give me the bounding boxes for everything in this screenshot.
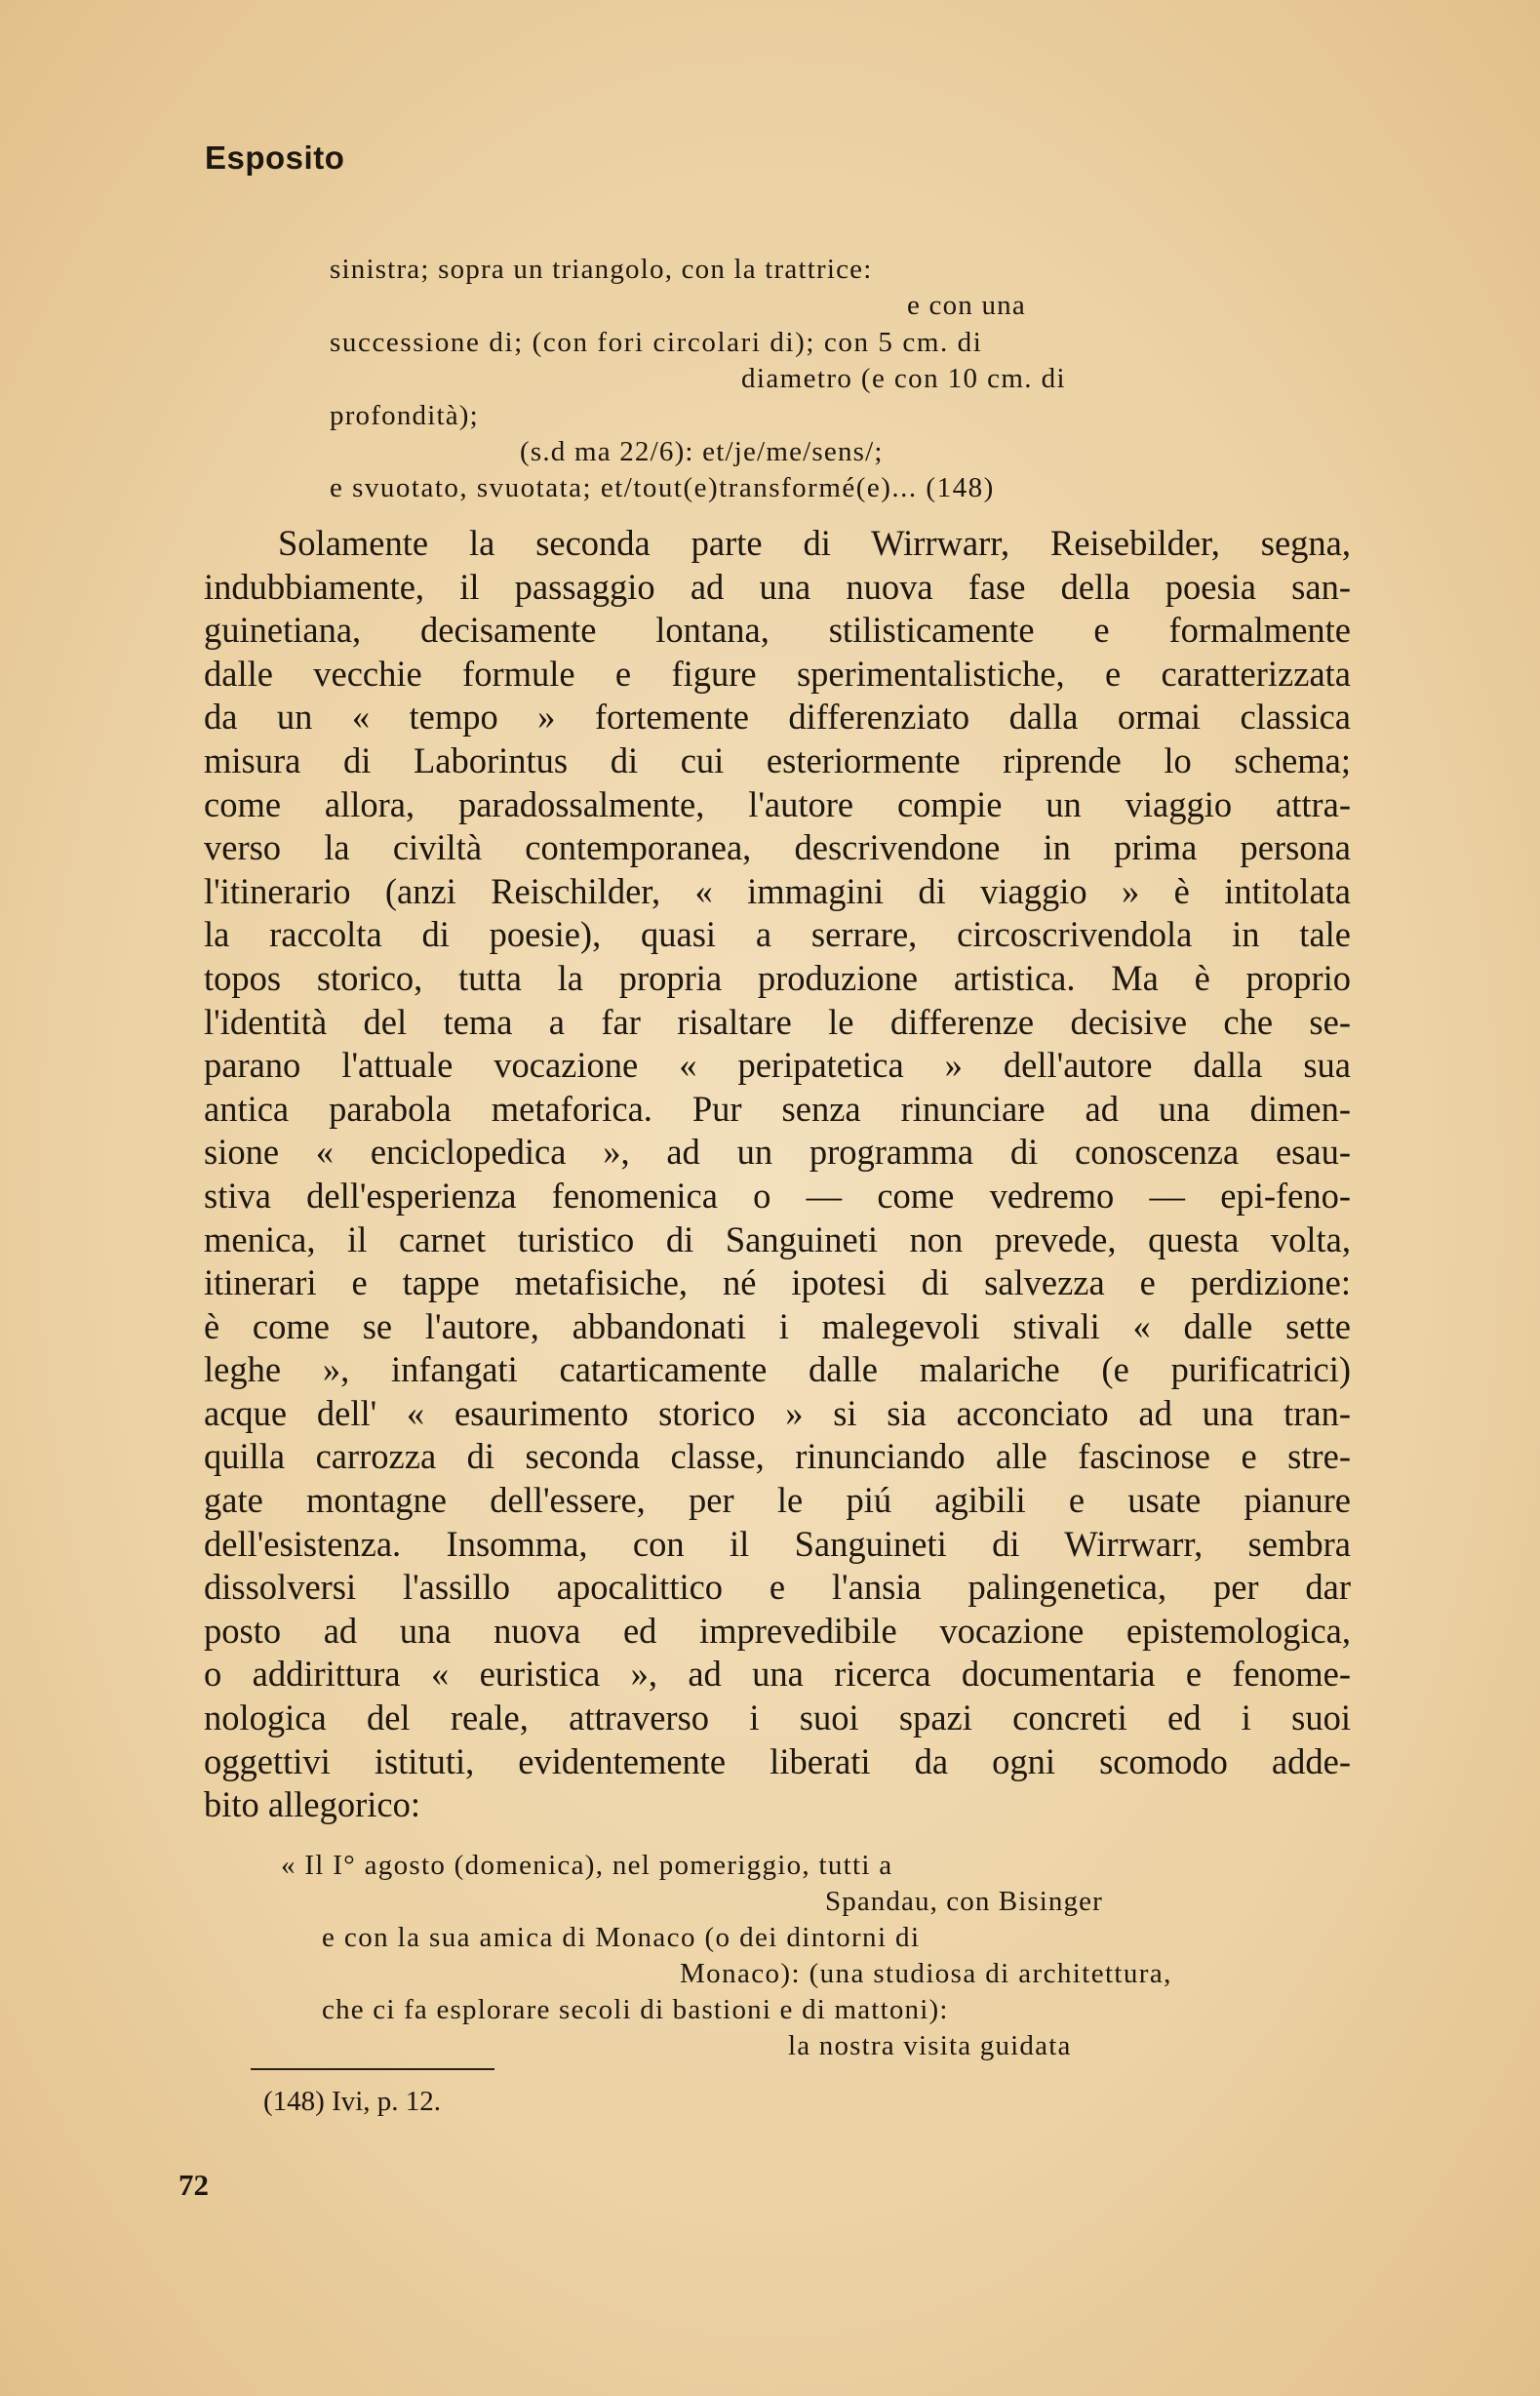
paragraph-line: verso la civiltà contemporanea, descrivendone in prima persona — [204, 827, 1351, 868]
poem-line: la nostra visita guidata — [788, 2030, 1072, 2061]
poem-line: e svuotato, svuotata; et/tout(e)transformé(e)... (148) — [330, 472, 995, 503]
running-header-author: Esposito — [205, 140, 345, 176]
poem-line: che ci fa esplorare secoli di bastioni e di mattoni): — [322, 1994, 949, 2025]
paragraph-line: parano l'attuale vocazione « peripatetica » dell'autore dalla sua — [204, 1045, 1351, 1086]
paragraph-line: gate montagne dell'essere, per le piú agibili e usate pianure — [204, 1480, 1351, 1521]
page-number: 72 — [178, 2168, 209, 2202]
main-paragraph — [204, 522, 1351, 1827]
paragraph-line: è come se l'autore, abbandonati i malegevoli stivali « dalle sette — [204, 1305, 1351, 1346]
paragraph-line: o addirittura « euristica », ad una ricerca documentaria e fenome- — [204, 1654, 1351, 1695]
paragraph-line: la raccolta di poesie), quasi a serrare, circoscrivendola in tale — [204, 914, 1351, 955]
poem-line: e con la sua amica di Monaco (o dei dintorni di — [322, 1922, 921, 1953]
paragraph-line: leghe », infangati catarticamente dalle malariche (e purificatrici) — [204, 1349, 1351, 1390]
poem-line: diametro (e con 10 cm. di — [741, 363, 1066, 394]
poem-line: successione di; (con fori circolari di); con 5 cm. di — [330, 327, 983, 358]
poem-line: « Il I° agosto (domenica), nel pomeriggio, tutti a — [281, 1850, 893, 1881]
poem-line: Spandau, con Bisinger — [825, 1886, 1103, 1917]
paragraph-line: dalle vecchie formule e figure sperimentalistiche, e caratterizzata — [204, 653, 1351, 694]
paragraph-line: nologica del reale, attraverso i suoi spazi concreti ed i suoi — [204, 1697, 1351, 1738]
paragraph-line: posto ad una nuova ed imprevedibile vocazione epistemologica, — [204, 1610, 1351, 1651]
paragraph-line: itinerari e tappe metafisiche, né ipotesi di salvezza e perdizione: — [204, 1262, 1351, 1303]
paragraph-line: sione « enciclopedica », ad un programma di conoscenza esau- — [204, 1132, 1351, 1173]
poem-line: (s.d ma 22/6): et/je/me/sens/; — [520, 436, 884, 467]
paragraph-line: antica parabola metaforica. Pur senza rinunciare ad una dimen- — [204, 1088, 1351, 1129]
paragraph-line: da un « tempo » fortemente differenziato dalla ormai classica — [204, 697, 1351, 738]
paragraph-line: menica, il carnet turistico di Sanguineti non prevede, questa volta, — [204, 1218, 1351, 1259]
paragraph-line: l'identità del tema a far risaltare le differenze decisive che se- — [204, 1001, 1351, 1042]
footnote: (148) Ivi, p. 12. — [263, 2086, 442, 2117]
paragraph-line: dissolversi l'assillo apocalittico e l'ansia palingenetica, per dar — [204, 1567, 1351, 1608]
paragraph-line: Solamente la seconda parte di Wirrwarr, Reisebilder, segna, — [278, 523, 1351, 563]
paragraph-line: dell'esistenza. Insomma, con il Sanguineti di Wirrwarr, sembra — [204, 1523, 1351, 1564]
poem-line: e con una — [907, 290, 1026, 321]
paragraph-line: l'itinerario (anzi Reischilder, « immagini di viaggio » è intitolata — [204, 870, 1351, 911]
footnote-separator — [251, 2068, 494, 2070]
paragraph-line: come allora, paradossalmente, l'autore compie un viaggio attra- — [204, 783, 1351, 824]
paragraph-line: topos storico, tutta la propria produzione artistica. Ma è proprio — [204, 957, 1351, 998]
poem-line: sinistra; sopra un triangolo, con la trattrice: — [330, 254, 873, 285]
paragraph-line: misura di Laborintus di cui esteriormente riprende lo schema; — [204, 739, 1351, 780]
paragraph-line: guinetiana, decisamente lontana, stilisticamente e formalmente — [204, 610, 1351, 651]
paragraph-line: acque dell' « esaurimento storico » si sia acconciato ad una tran- — [204, 1392, 1351, 1433]
paragraph-line: stiva dell'esperienza fenomenica o — come vedremo — epi-feno- — [204, 1175, 1351, 1216]
paragraph-line: indubbiamente, il passaggio ad una nuova fase della poesia san- — [204, 566, 1351, 607]
paragraph-line: oggettivi istituti, evidentemente liberati da ogni scomodo adde- — [204, 1740, 1351, 1781]
poem-line: Monaco): (una studiosa di architettura, — [680, 1958, 1172, 1989]
poem-line: profondità); — [330, 400, 479, 431]
paragraph-line: bito allegorico: — [204, 1784, 420, 1825]
paragraph-line: quilla carrozza di seconda classe, rinunciando alle fascinose e stre- — [204, 1436, 1351, 1477]
